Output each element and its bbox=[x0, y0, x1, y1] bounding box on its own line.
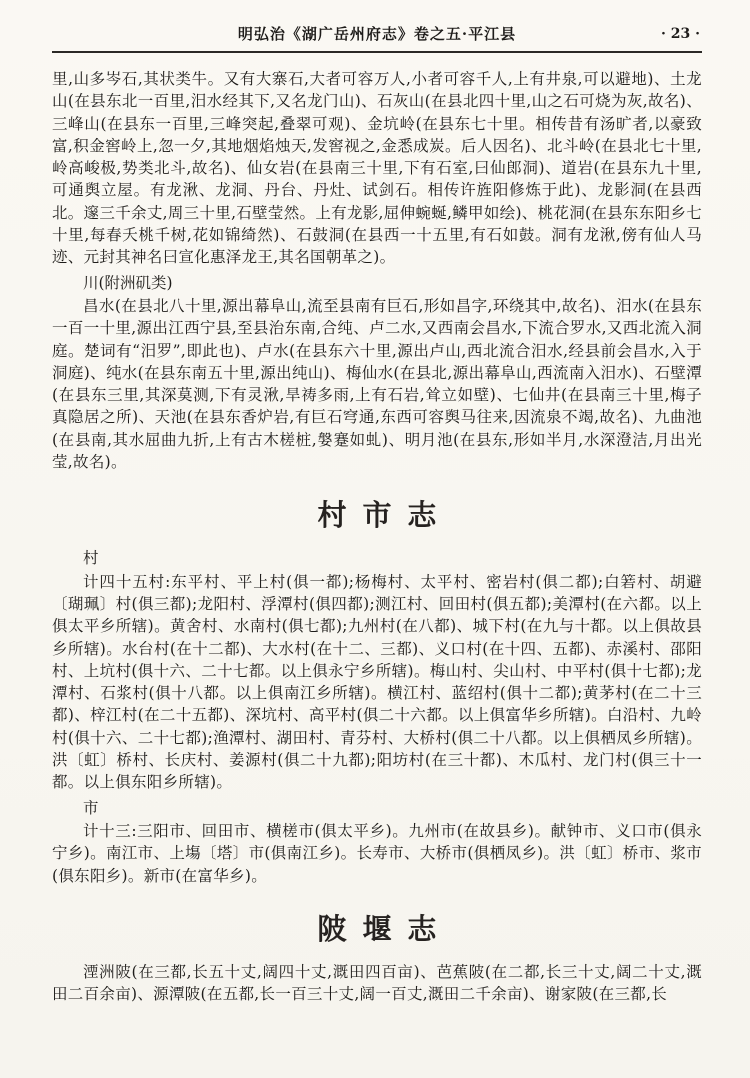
chapter-heading-village-market: 村市志 bbox=[317, 498, 453, 533]
chapter-heading-dikes: 陂堰志 bbox=[317, 911, 453, 946]
section-label-markets: 市 bbox=[83, 798, 99, 817]
page-number: · 23 · bbox=[661, 26, 700, 42]
paragraph-villages: 计四十五村:东平村、平上村(俱一都);杨梅村、太平村、密岩村(俱二都);白箬村、胡避〔瑚珮〕村(俱三都);龙阳村、浮潭村(俱四都);测江村、回田村(俱五都);美潭村(在六都。以上俱太平乡所辖)。黄舍村、水南村(俱七都);九州村(在八都)、城下村(在九与十都。以上俱故县乡所辖)。水台村(在十二都)、大水村(在十二、三都)、义口村(在十四、五都)、赤溪村、邵阳村、上坑村(俱十六、二十七都。以上俱永宁乡所辖)。梅山村、尖山村、中平村(俱十七都);龙潭村、石浆村(俱十八都。以上俱南江乡所辖)。横江村、蓝绍村(俱十二都);黄茅村(在二十三都)、梓江村(在二十五都)、深坑村、高平村(俱二十六都。以上俱富华乡所辖)。白沿村、九岭村(俱十六、二十七都);渔潭村、湖田村、青芬村、大桥村(俱二十八都。以上俱栖凤乡所辖)。洪〔虹〕桥村、长庆村、姜源村(俱二十九都);阳坊村(在三十都)、木瓜村、龙门村(俱三十一都。以上俱东阳乡所辖)。 bbox=[52, 572, 702, 792]
paragraph-markets: 计十三:三阳市、回田市、横槎市(俱太平乡)。九州市(在故县乡)。献钟市、义口市(俱永宁乡)。南江市、上塲〔塔〕市(俱南江乡)。长寿市、大桥市(俱栖凤乡)。洪〔虹〕桥市、浆市(俱东阳乡)。新市(在富华乡)。 bbox=[52, 821, 702, 885]
section-label-rivers: 川(附洲矶类) bbox=[83, 273, 173, 292]
book-title: 明弘治《湖广岳州府志》卷之五·平江县 bbox=[237, 25, 517, 43]
paragraph-mountains-continued: 里,山多岑石,其状类牛。又有大寨石,大者可容万人,小者可容千人,上有井泉,可以避地)、土龙山(在县东北一百里,汨水经其下,又名龙门山)、石灰山(在县北四十里,山之石可烧为灰,故名)、三峰山(在县东一百里,三峰突起,叠翠可观)、金坑岭(在县东七十里。相传昔有汤旷者,以豪致富,积金窖岭上,忽一夕,其地烟焰烛天,发窖视之,金悉成炭。后人因名)、北斗岭(在县北七十里,岭高峻极,势类北斗,故名)、仙女岩(在县南三十里,下有石室,曰仙郎洞)、道岩(在县东九十里,可通舆立屋。有龙湫、龙洞、丹台、丹灶、试剑石。相传许旌阳修炼于此)、龙影洞(在县西北。邃三千余丈,周三十里,石壁莹然。上有龙影,屈伸蜿蜒,鳞甲如绘)、桃花洞(在县东东阳乡七十里,每春夭桃千树,花如锦绮然)、石鼓洞(在县西一十五里,有石如鼓。洞有龙湫,傍有仙人马迹、元封其神名曰宣化惠泽龙王,其名国朝革之)。 bbox=[52, 70, 702, 267]
paragraph-dikes: 湮洲陂(在三都,长五十丈,阔四十丈,溉田四百亩)、芭蕉陂(在二都,长三十丈,阔二十丈,溉田二百余亩)、源潭陂(在五都,长一百三十丈,阔一百丈,溉田二千余亩)、谢家陂(在三都,长 bbox=[52, 962, 702, 1004]
section-label-villages: 村 bbox=[83, 549, 99, 568]
running-header bbox=[52, 24, 702, 44]
header-divider bbox=[52, 51, 702, 53]
paragraph-rivers: 昌水(在县北八十里,源出幕阜山,流至县南有巨石,形如昌字,环绕其中,故名)、汨水(在县东一百一十里,源出江西宁县,至县治东南,合纯、卢二水,又西南会昌水,下流合罗水,又西北流入洞庭。楚词有“汨罗”,即此也)、卢水(在县东六十里,源出卢山,西北流合汨水,经县前会昌水,入于洞庭)、纯水(在县东南五十里,源出纯山)、梅仙水(在县北,源出幕阜山,西流南入汨水)、石壁潭(在县东三里,其深莫测,下有灵湫,旱祷多雨,上有石岩,耸立如壁)、七仙井(在县南三十里,梅子真隐居之所)、天池(在县东香炉岩,有巨石穹通,东西可容舆马往来,因流泉不竭,故名)、九曲池(在县南,其水屈曲九折,上有古木槎桩,媻蹇如虬)、明月池(在县东,形如半月,水深澄洁,月出光莹,故名)。 bbox=[52, 296, 702, 472]
